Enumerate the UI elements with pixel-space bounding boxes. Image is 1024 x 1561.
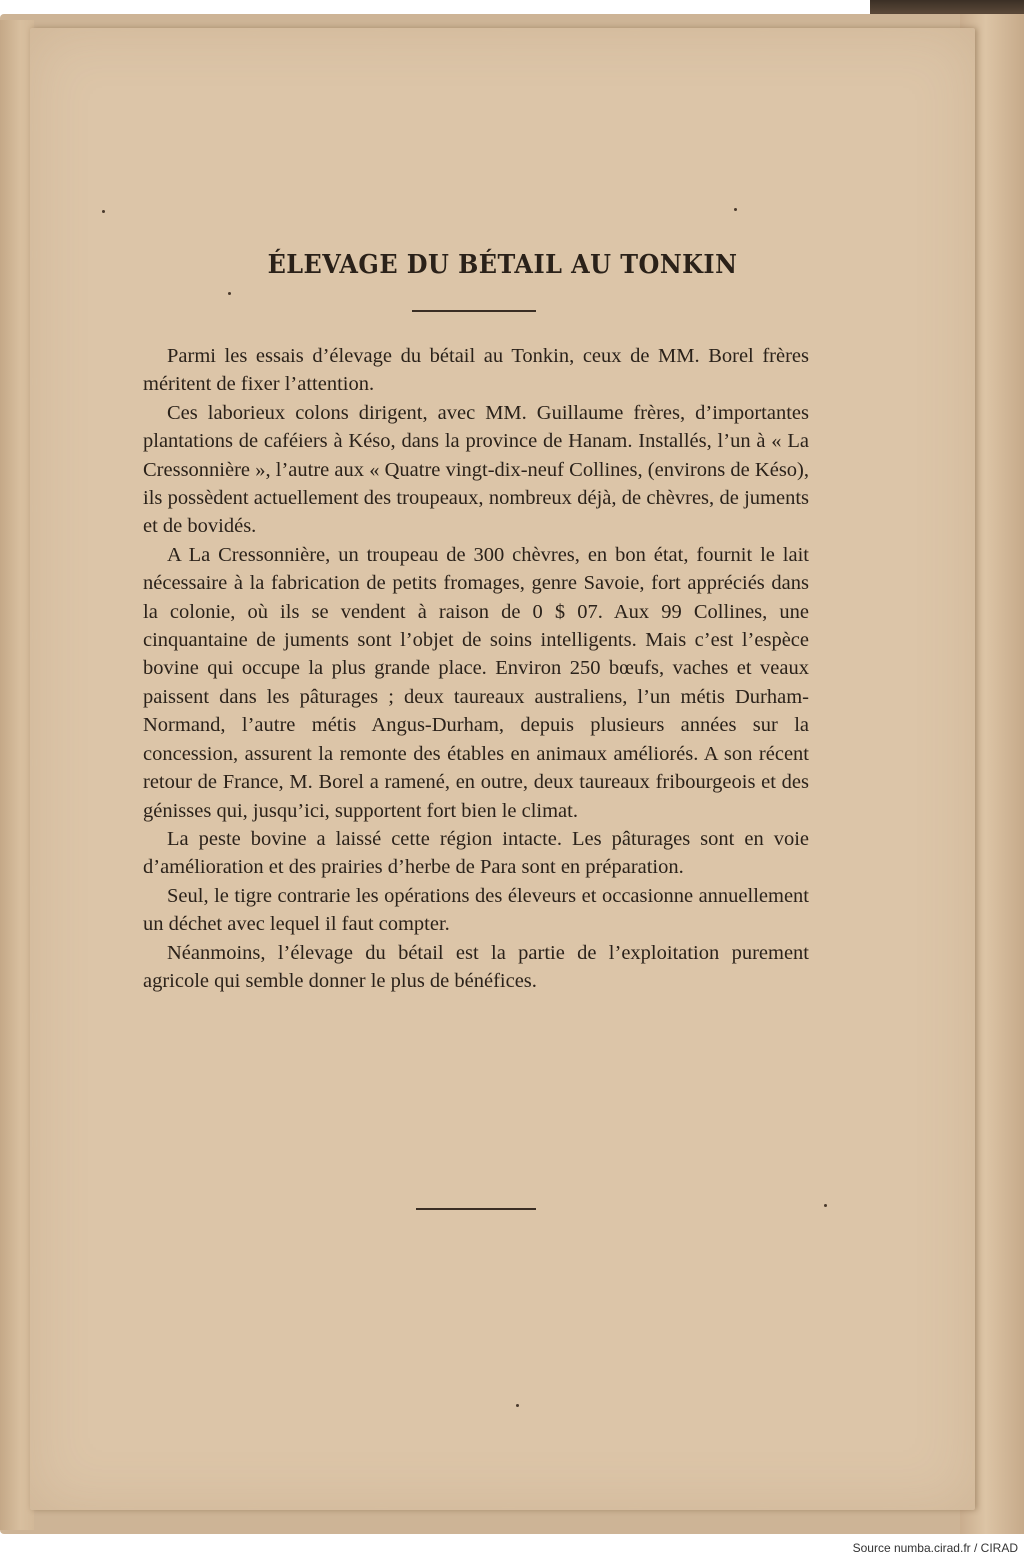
paragraph: Seul, le tigre contrarie les opérations des éleveurs et occasionne annuellement un déchet avec lequel il faut compter. — [143, 884, 809, 936]
paragraph: La peste bovine a laissé cette région intacte. Les pâturages sont en voie d’amélioration et des prairies d’herbe de Para sont en préparation. — [143, 827, 809, 879]
page-title: ÉLEVAGE DU BÉTAIL AU TONKIN — [267, 250, 738, 280]
article-body — [143, 342, 809, 995]
paper-speck — [734, 208, 737, 211]
paper-speck — [516, 1404, 519, 1407]
end-rule — [416, 1208, 536, 1210]
paragraph: Ces laborieux colons dirigent, avec MM. Guillaume frères, d’importantes plantations de caféiers à Késo, dans la province de Hanam. Installés, l’un à « La Cressonnière », l’autre aux « Quatre vingt-dix-neuf Collines, (environs de Késo), ils possèdent actuellement des troupeaux, nombreux déjà, de chèvres, de juments et de bovidés. — [143, 401, 809, 538]
paragraph: A La Cressonnière, un troupeau de 300 chèvres, en bon état, fournit le lait nécessaire à la fabrication de petits fromages, genre Savoie, fort appréciés dans la colonie, où ils se vendent à raison de 0 $ 07. Aux 99 Collines, une cinquantaine de juments sont l’objet de soins intelligents. Mais c’est l’espèce bovine qui occupe la plus grande place. Environ 250 bœufs, vaches et veaux paissent dans les pâturages ; deux taureaux australiens, l’un métis Durham-Normand, l’autre métis Angus-Durham, depuis plusieurs années sur la concession, assurent la remonte des étables en animaux améliorés. A son récent retour de France, M. Borel a ramené, en outre, deux taureaux fribourgeois et des génisses qui, jusqu’ici, supportent fort bien le climat. — [143, 543, 809, 822]
paper-speck — [228, 292, 231, 295]
paper-speck — [102, 210, 105, 213]
paragraph: Néanmoins, l’élevage du bétail est la partie de l’exploitation purement agricole qui semble donner le plus de bénéfices. — [143, 941, 809, 992]
title-rule — [412, 310, 536, 312]
source-credit: Source numba.cirad.fr / CIRAD — [852, 1541, 1018, 1555]
paper-speck — [824, 1204, 827, 1207]
document-page — [30, 28, 975, 1510]
paragraph: Parmi les essais d’élevage du bétail au Tonkin, ceux de MM. Borel frères méritent de fixer l’attention. — [143, 345, 809, 396]
page-stack-left-edge — [0, 20, 34, 1530]
